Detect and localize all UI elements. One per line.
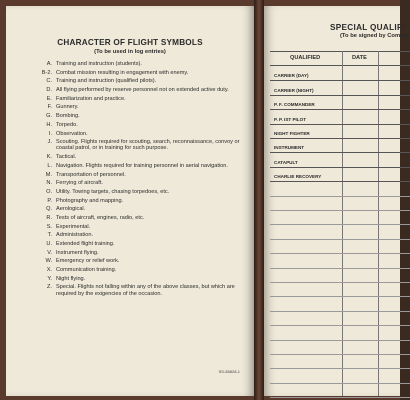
table-row-line bbox=[270, 368, 410, 369]
flight-symbol-letter: Q. bbox=[46, 206, 52, 213]
flight-symbol-row bbox=[36, 206, 248, 212]
flight-symbol-description: Communication training. bbox=[56, 267, 117, 274]
flight-symbol-letter: B-2. bbox=[41, 69, 52, 76]
flight-symbol-row bbox=[36, 232, 248, 238]
flight-symbols-list bbox=[36, 61, 248, 299]
left-page bbox=[6, 6, 254, 396]
flight-symbol-description: Extended flight training. bbox=[56, 241, 115, 248]
flight-symbol-row bbox=[36, 284, 248, 297]
flight-symbols-title: CHARACTER OF FLIGHT SYMBOLS bbox=[57, 38, 203, 47]
table-row-line bbox=[270, 196, 410, 197]
flight-symbol-letter: F. bbox=[47, 104, 52, 111]
table-row-line bbox=[270, 124, 410, 125]
flight-symbol-letter: X. bbox=[46, 267, 52, 274]
column-header-date: DATE bbox=[352, 55, 367, 61]
flight-symbol-description: Tactical. bbox=[56, 154, 77, 161]
flight-symbol-letter: C. bbox=[46, 78, 52, 85]
table-row-line bbox=[270, 210, 410, 211]
flight-symbol-letter: N. bbox=[46, 180, 52, 187]
flight-symbol-letter: Y. bbox=[47, 275, 52, 282]
flight-symbol-row bbox=[36, 139, 248, 152]
flight-symbol-description: Photography and mapping. bbox=[56, 197, 124, 204]
flight-symbol-row bbox=[36, 96, 248, 102]
flight-symbol-description: Tests of aircraft, engines, radio, etc. bbox=[56, 214, 145, 221]
flight-symbol-letter: T. bbox=[47, 232, 52, 239]
flight-symbol-row bbox=[36, 172, 248, 178]
flight-symbol-description: Instrument flying. bbox=[56, 249, 99, 256]
flight-symbol-row bbox=[36, 131, 248, 137]
flight-symbol-description: Administration. bbox=[56, 232, 93, 239]
table-row-line bbox=[270, 268, 410, 269]
table-header bbox=[270, 51, 410, 66]
flight-symbol-description: Torpedo. bbox=[56, 121, 78, 128]
book-gutter bbox=[254, 0, 264, 400]
table-row-line bbox=[270, 282, 410, 283]
table-row-line bbox=[270, 325, 410, 326]
flight-symbol-row bbox=[36, 198, 248, 204]
flight-symbol-row bbox=[36, 154, 248, 160]
flight-symbol-description: Transportation of personnel. bbox=[56, 171, 126, 178]
flight-symbol-letter: H. bbox=[46, 121, 52, 128]
flight-symbol-description: Training and instruction (students). bbox=[56, 61, 142, 67]
flight-symbol-row bbox=[36, 276, 248, 282]
flight-symbol-letter: Z. bbox=[47, 284, 52, 291]
flight-symbol-letter: S. bbox=[46, 223, 52, 230]
flight-symbol-row bbox=[36, 258, 248, 264]
table-row-line bbox=[270, 95, 410, 96]
qualification-label: CHARLIE RECOVERY bbox=[274, 174, 322, 180]
flight-symbol-row bbox=[36, 215, 248, 221]
flight-symbol-letter: R. bbox=[46, 214, 52, 221]
table-row-line bbox=[270, 383, 410, 384]
flight-symbol-description: Scouting. Flights required for scouting, search, reconnaissance, convoy or coastal patrol, or in training for such purpose. bbox=[56, 139, 240, 152]
qualification-label: P. P. IST PILOT bbox=[274, 116, 306, 122]
flight-symbol-letter: I. bbox=[48, 130, 52, 137]
flight-symbol-row bbox=[36, 87, 248, 93]
flight-symbol-description: Familiarization and practice. bbox=[56, 95, 126, 102]
table-row-line bbox=[270, 296, 410, 297]
table-row-line bbox=[270, 224, 410, 225]
flight-symbol-description: Special. Flights not falling within any of the above classes, but which are required by the exigencies of the occasion. bbox=[56, 284, 235, 297]
flight-symbol-row bbox=[36, 250, 248, 256]
right-page bbox=[264, 6, 409, 396]
flight-symbol-description: Observation. bbox=[56, 130, 88, 137]
flight-symbol-row bbox=[36, 78, 248, 84]
table-row-line bbox=[270, 354, 410, 355]
qualification-label: INSTRUMENT bbox=[274, 145, 305, 151]
flight-symbol-description: Experimental. bbox=[56, 223, 91, 230]
flight-symbol-letter: V. bbox=[47, 249, 52, 256]
table-row-line bbox=[270, 397, 410, 398]
flight-symbol-description: Bombing. bbox=[56, 113, 80, 120]
flight-symbol-row bbox=[36, 189, 248, 195]
flight-symbol-letter: M. bbox=[45, 171, 52, 178]
flight-symbol-letter: K. bbox=[46, 154, 52, 161]
flight-symbol-row bbox=[36, 113, 248, 119]
column-header-qualified: QUALIFIED bbox=[290, 55, 321, 61]
flight-symbol-letter: P. bbox=[47, 197, 52, 204]
table-row-line bbox=[270, 138, 410, 139]
table-row-line bbox=[270, 253, 410, 254]
table-row-line bbox=[270, 109, 410, 110]
flight-symbol-row bbox=[36, 180, 248, 186]
qualification-label: NIGHT FIGHTER bbox=[274, 131, 310, 136]
flight-symbol-letter: L. bbox=[47, 162, 52, 169]
flight-symbol-letter: D. bbox=[46, 87, 52, 94]
flight-symbol-letter: J. bbox=[47, 139, 52, 146]
flight-symbol-description: Ferrying of aircraft. bbox=[56, 180, 103, 187]
flight-symbol-letter: W. bbox=[45, 258, 52, 265]
flight-symbol-row bbox=[36, 122, 248, 128]
qualification-label: P. F. COMMANDER bbox=[274, 102, 315, 108]
flight-symbol-description: Night flying. bbox=[56, 275, 86, 282]
flight-symbol-row bbox=[36, 70, 248, 76]
table-row-line bbox=[270, 311, 410, 312]
flight-symbol-description: All flying performed by reserve personnel not on extended active duty. bbox=[56, 87, 229, 94]
flight-symbol-description: Utility. Towing targets, chasing torpedoes, etc. bbox=[56, 188, 170, 195]
flight-symbol-row bbox=[36, 241, 248, 247]
flight-symbol-letter: A. bbox=[46, 61, 52, 67]
flight-symbol-description: Training and instruction (qualified pilots). bbox=[56, 78, 157, 85]
table-row-line bbox=[270, 181, 410, 182]
special-qualifications-subtitle: (To be signed by Comma bbox=[340, 33, 409, 39]
flight-symbol-description: Emergency or relief work. bbox=[56, 258, 120, 265]
table-row-line bbox=[270, 340, 410, 341]
table-row-line bbox=[270, 152, 410, 153]
flight-symbol-row bbox=[36, 267, 248, 273]
table-row-line bbox=[270, 167, 410, 168]
flight-symbol-letter: E. bbox=[46, 95, 52, 102]
flight-symbol-row bbox=[36, 61, 248, 67]
flight-symbol-description: Navigation. Flights required for training personnel in aerial navigation. bbox=[56, 162, 228, 169]
flight-symbol-row bbox=[36, 163, 248, 169]
qualification-label: CARRIER (NIGHT) bbox=[274, 87, 314, 93]
table-row-line bbox=[270, 239, 410, 240]
flight-symbol-letter: O. bbox=[46, 188, 52, 195]
flight-symbol-letter: G. bbox=[46, 113, 52, 120]
table-row-line bbox=[270, 80, 410, 81]
qualification-label: CARRIER (DAY) bbox=[274, 73, 309, 79]
special-qualifications-title: SPECIAL QUALIFI bbox=[330, 23, 405, 32]
form-number: SS-58828-1 bbox=[218, 369, 240, 374]
flight-symbol-row bbox=[36, 224, 248, 230]
flight-symbol-description: Combat mission resulting in engagement with enemy. bbox=[56, 69, 189, 76]
qualifications-table bbox=[270, 51, 410, 396]
flight-symbol-description: Gunnery. bbox=[56, 104, 79, 111]
flight-symbols-subtitle: (To be used in log entries) bbox=[94, 49, 166, 55]
qualification-label: CATAPULT bbox=[274, 159, 298, 165]
flight-symbol-row bbox=[36, 104, 248, 110]
flight-symbol-letter: U. bbox=[46, 241, 52, 248]
flight-symbol-description: Aerological. bbox=[56, 206, 86, 213]
